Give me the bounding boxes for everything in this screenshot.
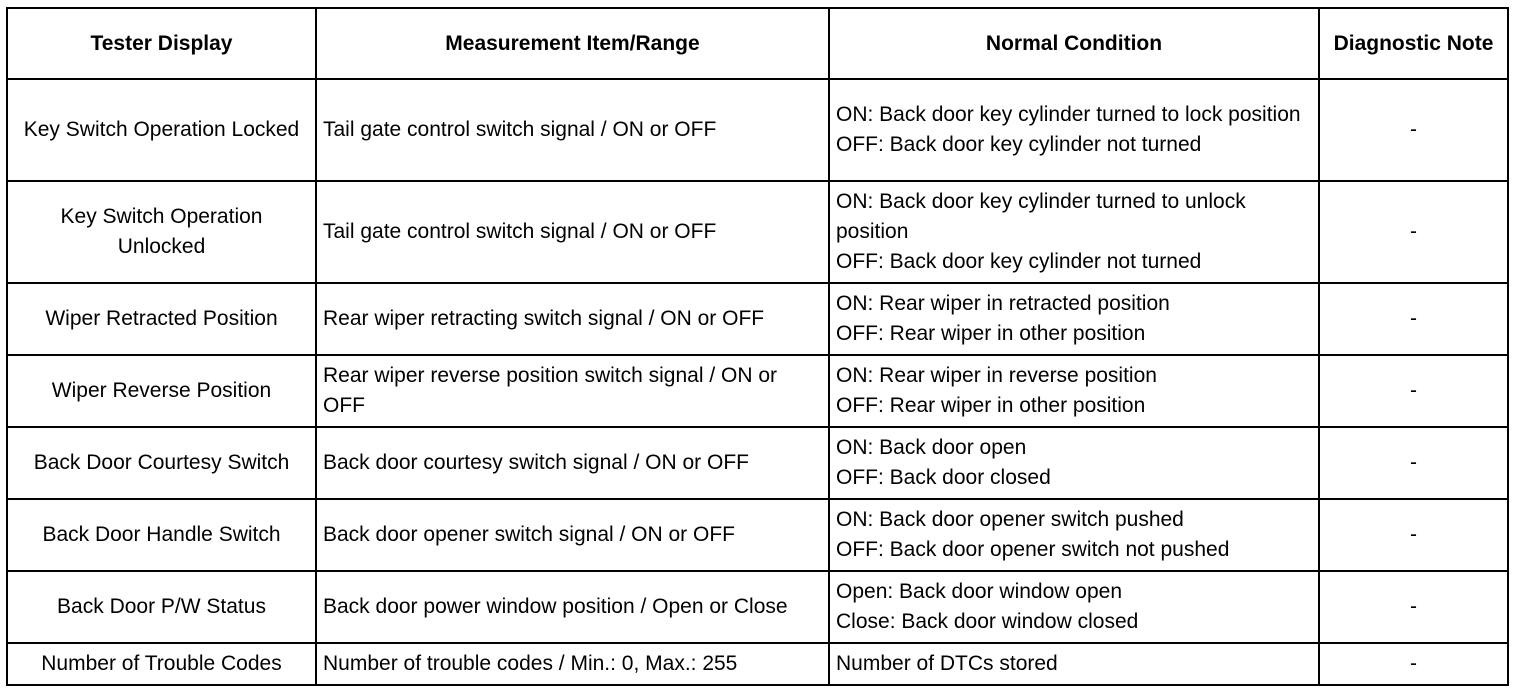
measurement-cell: Number of trouble codes / Min.: 0, Max.: 255 [316,643,829,685]
condition-line: Close: Back door window closed [836,610,1139,633]
tester-display-cell: Wiper Reverse Position [7,355,316,427]
normal-condition-cell [829,355,1319,427]
header-tester-display: Tester Display [7,8,316,79]
condition-line: ON: Rear wiper in retracted position [836,292,1170,315]
tester-display-cell: Back Door Handle Switch [7,499,316,571]
normal-condition-cell [829,181,1319,283]
diagnostic-note-cell: - [1319,571,1508,643]
measurement-cell: Back door courtesy switch signal / ON or OFF [316,427,829,499]
table-row [7,499,1508,571]
condition-line: ON: Back door key cylinder turned to unlock position [836,190,1246,243]
diagnostic-note-cell: - [1319,283,1508,355]
normal-condition-cell [829,79,1319,181]
measurement-cell: Back door opener switch signal / ON or OFF [316,499,829,571]
tester-display-cell: Back Door P/W Status [7,571,316,643]
condition-line: ON: Back door opener switch pushed [836,508,1184,531]
header-diagnostic-note: Diagnostic Note [1319,8,1508,79]
table-row [7,181,1508,283]
table-row [7,427,1508,499]
diagnostic-note-cell: - [1319,499,1508,571]
data-list-table [6,7,1509,686]
tester-display-cell: Number of Trouble Codes [7,643,316,685]
condition-line: ON: Rear wiper in reverse position [836,364,1157,387]
header-normal-condition: Normal Condition [829,8,1319,79]
table-row [7,79,1508,181]
measurement-cell: Back door power window position / Open or Close [316,571,829,643]
condition-line: OFF: Back door key cylinder not turned [836,250,1202,273]
tester-display-cell: Key Switch Operation Unlocked [7,181,316,283]
normal-condition-cell [829,427,1319,499]
condition-line: OFF: Back door key cylinder not turned [836,133,1202,156]
diagnostic-note-cell: - [1319,355,1508,427]
condition-line: Number of DTCs stored [836,652,1058,675]
header-measurement: Measurement Item/Range [316,8,829,79]
diagnostic-note-cell: - [1319,427,1508,499]
measurement-cell: Tail gate control switch signal / ON or OFF [316,181,829,283]
condition-line: OFF: Back door opener switch not pushed [836,538,1230,561]
measurement-cell: Rear wiper retracting switch signal / ON or OFF [316,283,829,355]
condition-line: ON: Back door open [836,436,1027,459]
measurement-cell: Rear wiper reverse position switch signal / ON or OFF [316,355,829,427]
table-row [7,571,1508,643]
condition-line: ON: Back door key cylinder turned to lock position [836,103,1301,126]
normal-condition-cell [829,643,1319,685]
table-row [7,355,1508,427]
diagnostic-note-cell: - [1319,79,1508,181]
condition-line: OFF: Rear wiper in other position [836,394,1146,417]
condition-line: OFF: Rear wiper in other position [836,322,1146,345]
normal-condition-cell [829,499,1319,571]
tester-display-cell: Key Switch Operation Locked [7,79,316,181]
table-header-row [7,8,1508,79]
condition-line: Open: Back door window open [836,580,1123,603]
table-row [7,283,1508,355]
normal-condition-cell [829,283,1319,355]
diagnostic-note-cell: - [1319,181,1508,283]
condition-line: OFF: Back door closed [836,466,1051,489]
measurement-cell: Tail gate control switch signal / ON or OFF [316,79,829,181]
tester-display-cell: Back Door Courtesy Switch [7,427,316,499]
table-row [7,643,1508,685]
diagnostic-note-cell: - [1319,643,1508,685]
normal-condition-cell [829,571,1319,643]
tester-display-cell: Wiper Retracted Position [7,283,316,355]
